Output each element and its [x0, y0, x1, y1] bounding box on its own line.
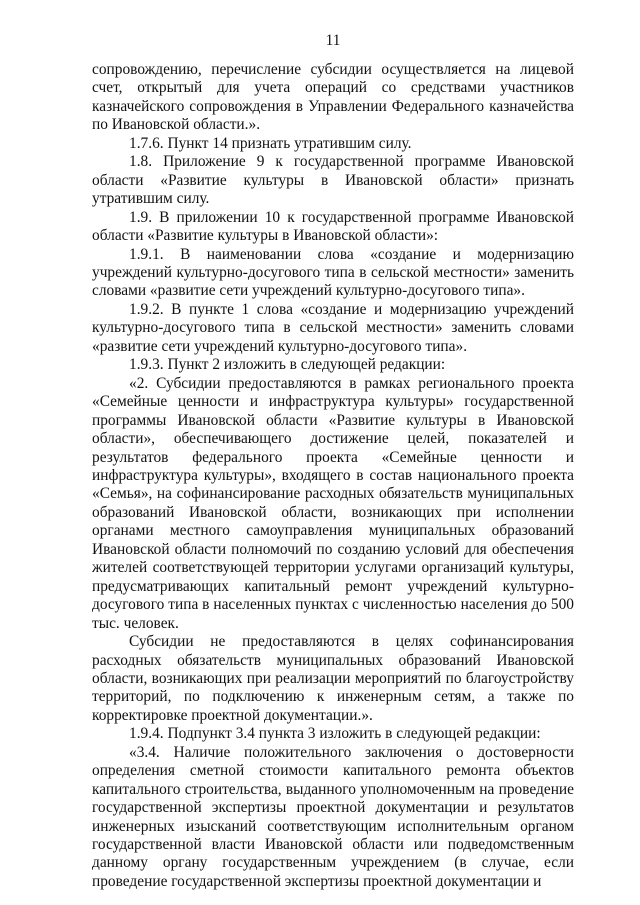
paragraph-1-9-3: 1.9.3. Пункт 2 изложить в следующей редакции: — [129, 356, 446, 374]
paragraph-1-8: 1.8. Приложение 9 к государственной программе Ивановской области «Развитие культуры в Ивановской области» признать утратившим силу. — [92, 153, 574, 208]
paragraph-1-7-6: 1.7.6. Пункт 14 признать утратившим силу. — [129, 134, 412, 152]
paragraph-1-9-4: 1.9.4. Подпункт 3.4 пункта 3 изложить в следующей редакции: — [129, 725, 541, 743]
document-page — [92, 32, 574, 891]
paragraph-item-2: «2. Субсидии предоставляются в рамках регионального проекта «Семейные ценности и инфраструктура культуры» государственной программы Ивановской области «Развитие культуры в Ивановской области», обеспечивающего достижение целей, показателей и результатов федерального проекта «Семейные ценности и инфраструктура культуры», входящего в состав национального проекта «Семья», на софинансирование расходных обязательств муниципальных образований Ивановской области, возникающих при исполнении органами местного самоуправления муниципальных образований Ивановской области полномочий по созданию условий для обеспечения жителей соответствующей территории услугами организаций культуры, предусматривающих капитальный ремонт учреждений культурно-досугового типа в населенных пунктах с численностью населения до 500 тыс. человек. — [92, 374, 574, 632]
paragraph-1-9-2: 1.9.2. В пункте 1 слова «создание и модернизацию учреждений культурно-досугового типа в сельской местности» заменить словами «развитие сети учреждений культурно-досугового типа». — [92, 300, 574, 355]
paragraph-continuation: сопровождению, перечисление субсидии осуществляется на лицевой счет, открытый для учета операций со средствами участников казначейского сопровождения в Управлении Федерального казначейства по Ивановской области.». — [92, 61, 574, 134]
paragraph-1-9-1: 1.9.1. В наименовании слова «создание и модернизацию учреждений культурно-досугового типа в сельской местности» заменить словами «развитие сети учреждений культурно-досугового типа». — [92, 245, 574, 300]
paragraph-item-3-4: «3.4. Наличие положительного заключения о достоверности определения сметной стоимости капитального ремонта объектов капитального строительства, выданного уполномоченным на проведение государственной экспертизы проектной документации и результатов инженерных изысканий соответствующим исполнительным органом государственной власти Ивановской области или подведомственным данному органу государственным учреждением (в случае, если проведение государственной экспертизы проектной документации и — [92, 743, 574, 890]
paragraph-1-9: 1.9. В приложении 10 к государственной программе Ивановской области «Развитие культуры в Ивановской области»: — [92, 208, 574, 245]
page-number: 11 — [325, 32, 341, 49]
paragraph-subsidy-exclusions: Субсидии не предоставляются в целях софинансирования расходных обязательств муниципальных образований Ивановской области, возникающих при реализации мероприятий по благоустройству территорий, по подключению к инженерным сетям, а также по корректировке проектной документации.». — [92, 633, 574, 724]
